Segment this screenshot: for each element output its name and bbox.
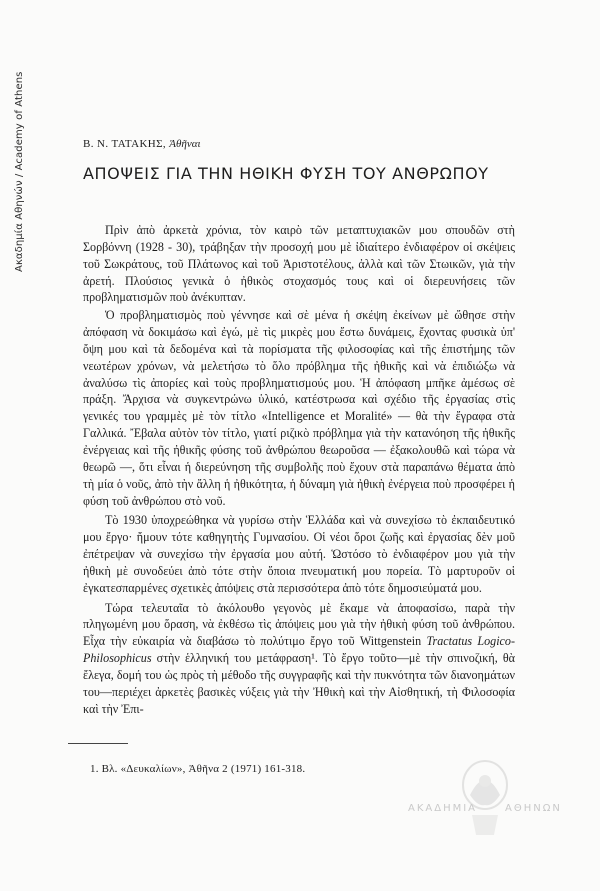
watermark-left: ΑΚΑΔΗΜΙΑ	[408, 803, 478, 814]
paragraph-text: Τώρα τελευταῖα τὸ ἀκόλουθο γεγονὸς μὲ ἔκαμε νὰ ἀποφασίσω, παρὰ τὴν πληγωμένη μου ὅραση, νὰ ἐκθέσω τὶς ἀπόψεις μου γιὰ τὴν ἠθικὴ φύση τοῦ ἀνθρώπου. Εἶχα τὴν εὐκαιρία νὰ διαβάσω τὸ πολύτιμο ἔργο τοῦ Wittgenstein	[83, 600, 515, 649]
author-name: Β. Ν. ΤΑΤΑΚΗΣ,	[83, 138, 167, 150]
article-title: ΑΠΟΨΕΙΣ ΓΙΑ ΤΗΝ ΗΘΙΚΗ ΦΥΣΗ ΤΟΥ ΑΝΘΡΩΠΟΥ	[83, 164, 489, 183]
paragraph-text: στὴν ἑλληνική του μετάφραση¹. Τὸ ἔργο τοῦτο—μὲ τὴν σπινοζική, θὰ ἔλεγα, δομή του ὡς πρὸς τὴ μέθοδο τῆς συγγραφῆς καὶ τὴν πυκνότητα τῶν διανοημάτων του—περιέχει ἀρκετὲς βασικὲς νύξεις γιὰ τὴν Ἠθικὴ καὶ τὴν Αἰσθητική, τὴ Φιλοσοφία καὶ τὴν Ἐπι-	[83, 651, 516, 716]
paragraph: Πρὶν ἀπὸ ἀρκετὰ χρόνια, τὸν καιρὸ τῶν μεταπτυχιακῶν μου σπουδῶν στὴ Σορβόννη (1928 - 30), τράβηξαν τὴν προσοχή μου μὲ ἰδιαίτερο ἐνδιαφέρον οἱ σκέψεις τοῦ Σωκράτους, τοῦ Πλάτωνος καὶ τοῦ Ἀριστοτέλους, ἀλλὰ καὶ τῶν Στωικῶν, γιὰ τὴν ἀρετή. Πλούσιος γενικὰ ὁ ἠθικὸς στοχασμός τους καὶ οἱ διερευνήσεις τῶν προβληματισμῶν ποὺ ἀνέκυπταν.	[83, 223, 515, 305]
watermark-right: ΑΘΗΝΩΝ	[505, 803, 562, 814]
paragraph	[83, 600, 515, 718]
article-body	[83, 222, 515, 717]
author-line	[83, 138, 201, 150]
author-place: Ἀθῆναι	[169, 138, 201, 150]
archive-side-label: Ακαδημία Αθηνών / Academy of Athens	[14, 71, 25, 272]
academy-seal-watermark-icon	[450, 755, 520, 841]
footnote-divider	[68, 743, 128, 744]
paragraph: Τὸ 1930 ὑποχρεώθηκα νὰ γυρίσω στὴν Ἑλλάδα καὶ νὰ συνεχίσω τὸ ἐκπαιδευτικό μου ἔργο· ἤμουν τότε καθηγητὴς Γυμνασίου. Οἱ νέοι ὅροι ζωῆς καὶ ἐργασίας δὲν μοῦ ἐπέτρεψαν νὰ συνεχίσω τὴν ἐργασία μου αὐτή. Ὡστόσο τὸ ἐνδιαφέρον μου γιὰ τὴν ἠθικὴ μὲ συνοδεύει ἀπὸ τότε στὴν ὅποια πνευματική μου πορεία. Τὸ μαρτυροῦν οἱ ἐγκατεσπαρμένες σχετικὲς ἀπόψεις στὰ περισσότερα ἀπὸ τότε δημοσιεύματά μου.	[83, 513, 515, 595]
book-title: Tractatus Logico-Philosophicus	[83, 634, 515, 666]
paragraph: Ὁ προβληματισμὸς ποὺ γέννησε καὶ σὲ μένα ἡ σκέψη ἐκείνων μὲ ὤθησε στὴν ἀπόφαση νὰ δοκιμάσω καὶ ἐγώ, μὲ τὶς μικρὲς μου ἔστω δυνάμεις, ἔχοντας φυσικὰ ὑπ' ὄψη μου καὶ τὰ δεδομένα καὶ τὰ πορίσματα τῆς φιλοσοφίας καὶ τῆς ἐπιστήμης τῶν νεωτέρων χρόνων, νὰ μελετήσω τὸ ὅλο πρόβλημα τῆς ἠθικῆς καὶ νὰ ἐπιδιώξω νὰ ἀναλύσω τὶς ἀπορίες καὶ τοὺς προβληματισμούς μου. Ἡ ἀπόφαση μπῆκε ἀμέσως σὲ πράξη. Ἄρχισα νὰ συγκεντρώνω ὑλικό, κατέστρωσα καὶ σχέδιο τῆς ἐργασίας στὶς γενικές του γραμμὲς μὲ τὸν τίτλο «Intelligence et Moralité» — θὰ τὴν ἔγραφα στὰ Γαλλικά. Ἔβαλα αὐτὸν τὸν τίτλο, γιατί ριζικὸ πρόβλημα γιὰ τὴν κατανόηση τῆς ἠθικῆς ἐνέργειας καὶ τῆς ἠθικῆς φύσης τοῦ ἀνθρώπου θεωροῦσα — ἐξακολουθῶ καὶ τώρα νὰ θεωρῶ —, ὅτι εἶναι ἡ διερεύνηση τῆς συμβολῆς ποὺ ἔχουν στὰ παραπάνω θέματα ἀπὸ τὴ μία ὁ νοῦς, ἀπὸ τὴν ἄλλη ἡ ἠθικότητα, ἡ δύναμη γιὰ ἠθικὴ ἐνέργεια ποὺ προσφέρει ἡ φύση τοῦ ἀνθρώπου στὸ νοῦ.	[83, 308, 515, 508]
footnote: 1. Βλ. «Δευκαλίων», Ἀθῆνα 2 (1971) 161-318.	[90, 763, 306, 775]
